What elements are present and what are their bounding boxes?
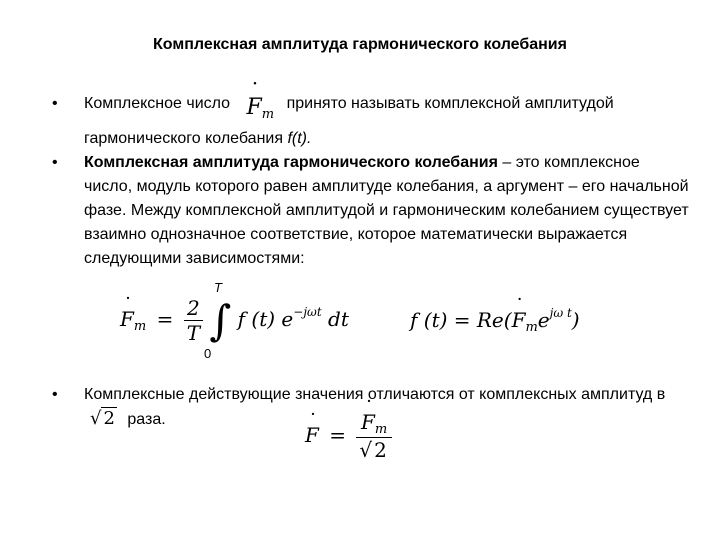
bullet-marker: • (52, 154, 58, 171)
formula-harmonic-real-part: f (t) = Re(˙ $F_me^{j\omega t}$) (410, 306, 580, 335)
bullet-3-text-after: раза. (127, 411, 166, 428)
bullet-item-1 (52, 92, 692, 151)
bullet-marker: • (52, 386, 58, 403)
bullet-1-italic-ft: f(t). (287, 130, 312, 147)
bullet-2-text: – это комплексное число, модуль которого равен амплитуде колебания, а аргумент – его начальной фазе. Между комплексной амплитудой и гармоническим колебанием существует взаимно однозначное соответствие, которое математически выражается следующими зависимостями: (84, 154, 689, 267)
bullet-item-2 (52, 151, 692, 271)
bullet-2-bold-lead: Комплексная амплитуда гармонического колебания (84, 154, 498, 171)
page-title: Комплексная амплитуда гармонического колебания (153, 36, 567, 53)
bullet-list (52, 92, 692, 432)
bullet-marker: • (52, 95, 58, 112)
integral-lower-limit: 0 (204, 346, 212, 361)
formula-complex-amplitude-integral: ˙ $F_m$ = $\frac{2}{T}$ ∫ f (t) $e^{-j\omega t}$ dt (120, 296, 349, 345)
inline-complex-amplitude-formula: ˙ $F_m$ (247, 96, 275, 127)
formula-effective-value: ˙ F = ˙ $\frac{F_m}{√ 2}$ (305, 410, 392, 462)
bullet-1-text-before: Комплексное число (84, 95, 231, 112)
bullet-3-text-before: Комплексные действующие значения отличаются от комплексных амплитуд в (84, 386, 666, 403)
inline-sqrt-two: √ 2 (90, 408, 115, 429)
integral-upper-limit: T (214, 280, 222, 295)
bullet-1-text-after: принято называть комплексной амплитудой гармонического колебания (84, 95, 614, 147)
